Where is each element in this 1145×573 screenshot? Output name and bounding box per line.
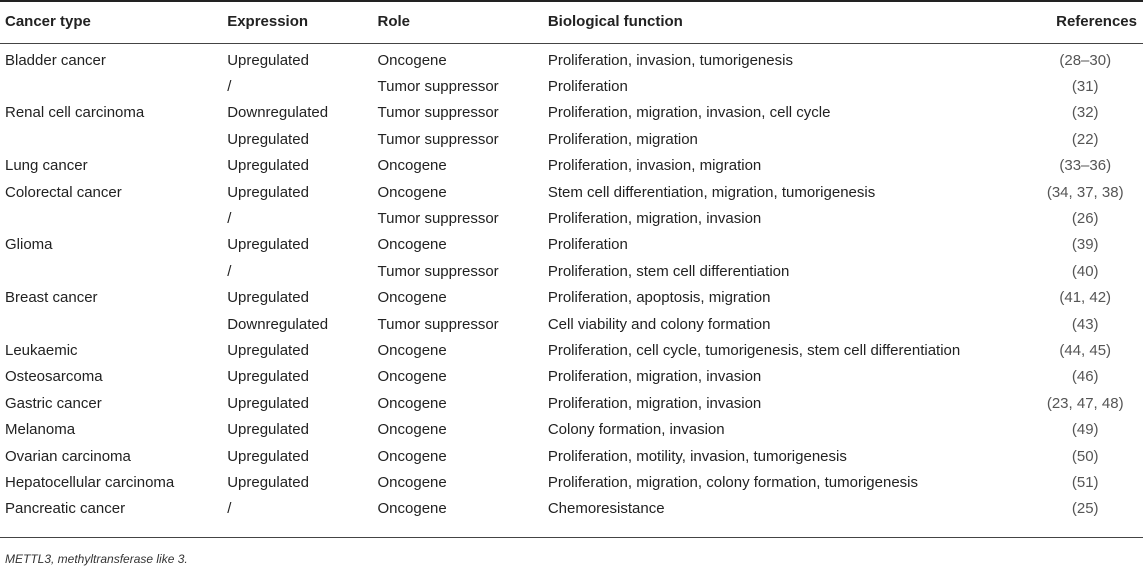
cancer-type-cell: Gastric cancer xyxy=(5,394,102,412)
function-cell: Cell viability and colony formation xyxy=(547,315,771,333)
role-cell: Oncogene xyxy=(377,473,447,491)
table-row xyxy=(0,43,1145,73)
table-row xyxy=(0,416,1145,442)
header-role: Role xyxy=(377,13,411,30)
role-cell: Oncogene xyxy=(377,157,447,175)
references-cell: (23, 47, 48) xyxy=(1046,394,1124,412)
references-cell: (26) xyxy=(1071,210,1099,228)
cancer-type-cell xyxy=(0,205,227,231)
references-cell: (25) xyxy=(1071,500,1099,518)
table-row xyxy=(0,337,1145,363)
function-cell: Proliferation, apoptosis, migration xyxy=(547,289,771,307)
table-row xyxy=(0,258,1145,284)
table-row xyxy=(0,232,1145,258)
expression-cell: Upregulated xyxy=(227,183,309,201)
function-cell: Proliferation, cell cycle, tumorigenesis, stem cell differentiation xyxy=(547,341,961,359)
expression-cell: Upregulated xyxy=(227,130,309,148)
expression-cell: Upregulated xyxy=(227,368,309,386)
references-cell: (40) xyxy=(1071,262,1099,280)
role-cell: Tumor suppressor xyxy=(377,130,499,148)
references-cell: (49) xyxy=(1071,421,1099,439)
function-cell: Proliferation, migration, invasion xyxy=(547,368,762,386)
expression-cell: / xyxy=(227,210,232,228)
table-row xyxy=(0,205,1145,231)
expression-cell: Upregulated xyxy=(227,421,309,439)
references-cell: (34, 37, 38) xyxy=(1046,183,1124,201)
function-cell: Proliferation, motility, invasion, tumorigenesis xyxy=(547,447,847,465)
references-cell: (51) xyxy=(1071,473,1099,491)
cancer-type-cell: Hepatocellular carcinoma xyxy=(5,473,175,491)
function-cell: Stem cell differentiation, migration, tumorigenesis xyxy=(547,183,876,201)
function-cell: Proliferation xyxy=(547,78,628,96)
table-row xyxy=(0,443,1145,469)
cancer-type-cell: Colorectal cancer xyxy=(5,183,122,201)
function-cell: Proliferation, migration, colony formation, tumorigenesis xyxy=(547,473,918,491)
table-row xyxy=(0,311,1145,337)
table-row xyxy=(0,285,1145,311)
references-cell: (32) xyxy=(1071,104,1099,122)
table-row xyxy=(0,179,1145,205)
cancer-type-cell: Leukaemic xyxy=(5,341,78,359)
function-cell: Proliferation, migration, invasion xyxy=(547,394,762,412)
references-cell: (44, 45) xyxy=(1059,341,1112,359)
references-cell: (28–30) xyxy=(1059,51,1112,69)
table-row xyxy=(0,469,1145,495)
table-row xyxy=(0,496,1145,522)
expression-cell: Downregulated xyxy=(227,104,329,122)
role-cell: Oncogene xyxy=(377,236,447,254)
role-cell: Tumor suppressor xyxy=(377,262,499,280)
expression-cell: Upregulated xyxy=(227,157,309,175)
function-cell: Proliferation, invasion, migration xyxy=(547,157,762,175)
references-cell: (31) xyxy=(1071,78,1099,96)
expression-cell: / xyxy=(227,78,232,96)
expression-cell: Upregulated xyxy=(227,289,309,307)
role-cell: Oncogene xyxy=(377,421,447,439)
function-cell: Proliferation, stem cell differentiation xyxy=(547,262,790,280)
role-cell: Tumor suppressor xyxy=(377,104,499,122)
table-row xyxy=(0,390,1145,416)
references-cell: (43) xyxy=(1071,315,1099,333)
expression-cell: Upregulated xyxy=(227,447,309,465)
cancer-type-cell: Lung cancer xyxy=(5,157,88,175)
function-cell: Chemoresistance xyxy=(547,500,665,518)
bottom-rule xyxy=(0,537,1143,538)
role-cell: Oncogene xyxy=(377,500,447,518)
expression-cell: Upregulated xyxy=(227,341,309,359)
expression-cell: / xyxy=(227,500,232,518)
function-cell: Colony formation, invasion xyxy=(547,421,725,439)
expression-cell: / xyxy=(227,262,232,280)
cancer-type-cell: Ovarian carcinoma xyxy=(5,447,131,465)
table-footnote: METTL3, methyltransferase like 3. xyxy=(5,552,188,566)
expression-cell: Upregulated xyxy=(227,394,309,412)
cancer-type-cell: Melanoma xyxy=(5,421,76,439)
table-row xyxy=(0,73,1145,99)
cancer-type-cell xyxy=(0,258,227,284)
references-cell: (22) xyxy=(1071,130,1099,148)
role-cell: Oncogene xyxy=(377,394,447,412)
role-cell: Tumor suppressor xyxy=(377,210,499,228)
role-cell: Oncogene xyxy=(377,289,447,307)
function-cell: Proliferation, migration xyxy=(547,130,698,148)
expression-cell: Downregulated xyxy=(227,315,329,333)
cancer-type-cell xyxy=(0,311,227,337)
function-cell: Proliferation, migration, invasion xyxy=(547,210,762,228)
header-row xyxy=(0,0,1145,43)
expression-cell: Upregulated xyxy=(227,473,309,491)
cancer-type-cell: Glioma xyxy=(5,236,53,254)
role-cell: Tumor suppressor xyxy=(377,78,499,96)
function-cell: Proliferation xyxy=(547,236,628,254)
function-cell: Proliferation, migration, invasion, cell cycle xyxy=(547,104,831,122)
function-cell: Proliferation, invasion, tumorigenesis xyxy=(547,51,793,69)
expression-cell: Upregulated xyxy=(227,236,309,254)
expression-cell: Upregulated xyxy=(227,51,309,69)
references-cell: (41, 42) xyxy=(1059,289,1112,307)
role-cell: Oncogene xyxy=(377,183,447,201)
cancer-type-cell: Breast cancer xyxy=(5,289,98,307)
references-cell: (33–36) xyxy=(1059,157,1112,175)
header-expression: Expression xyxy=(227,13,309,30)
cancer-type-cell xyxy=(0,126,227,152)
cancer-type-cell: Pancreatic cancer xyxy=(5,500,126,518)
header-biological-function: Biological function xyxy=(547,13,683,30)
header-references: References xyxy=(1056,13,1137,30)
references-cell: (50) xyxy=(1071,447,1099,465)
references-cell: (39) xyxy=(1071,236,1099,254)
table-row xyxy=(0,100,1145,126)
references-cell: (46) xyxy=(1071,368,1099,386)
table-row xyxy=(0,126,1145,152)
header-cancer-type: Cancer type xyxy=(5,13,91,30)
role-cell: Oncogene xyxy=(377,341,447,359)
cancer-type-cell xyxy=(0,73,227,99)
table-row xyxy=(0,364,1145,390)
role-cell: Oncogene xyxy=(377,447,447,465)
role-cell: Oncogene xyxy=(377,51,447,69)
table-row xyxy=(0,153,1145,179)
role-cell: Oncogene xyxy=(377,368,447,386)
cancer-type-cell: Osteosarcoma xyxy=(5,368,103,386)
table-body xyxy=(0,43,1145,522)
role-cell: Tumor suppressor xyxy=(377,315,499,333)
cancer-type-cell: Bladder cancer xyxy=(5,51,106,69)
cancer-type-cell: Renal cell carcinoma xyxy=(5,104,145,122)
